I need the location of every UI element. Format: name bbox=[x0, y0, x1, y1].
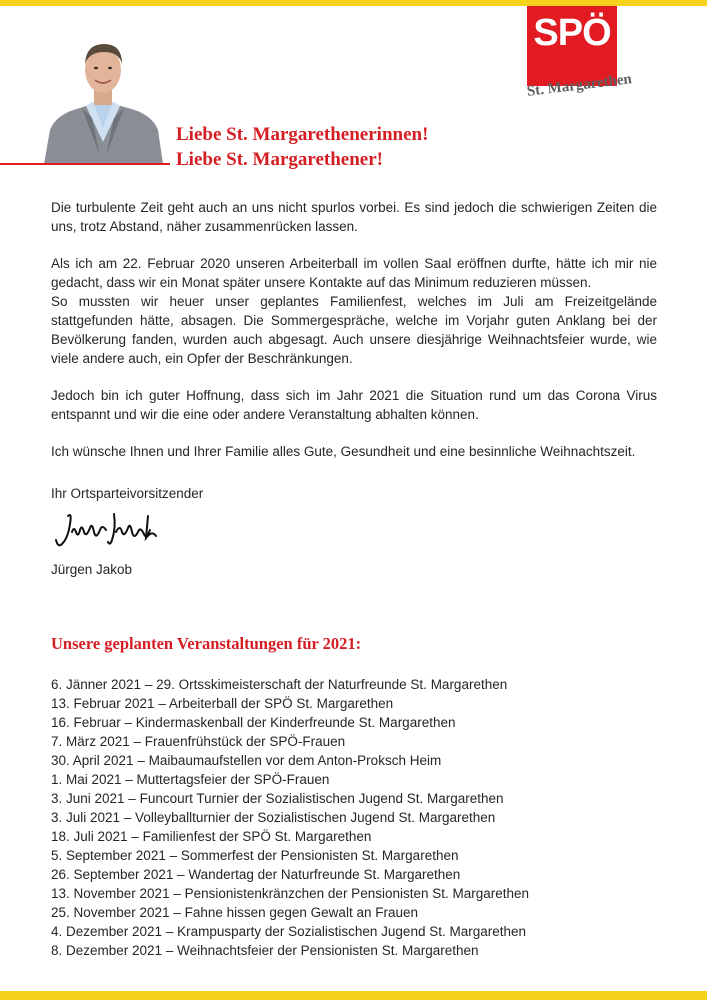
logo-yellow-stripe bbox=[527, 0, 617, 6]
letter-paragraph-2b: So mussten wir heuer unser geplantes Familienfest, welches im Juli am Freizeitgelände stattgefunden hätte, absagen. Die Sommergespräche, welche im Vorjahr guten Anklang bei der Bevölkerung fanden, wurden auch abgesagt. Auch unsere diesjährige Weihnachtsfeier wurde, wie viele andere auch, ein Opfer der Beschränkungen. bbox=[51, 294, 657, 366]
event-item: 13. Februar 2021 – Arbeiterball der SPÖ St. Margarethen bbox=[51, 696, 394, 711]
event-item: 30. April 2021 – Maibaumaufstellen vor dem Anton-Proksch Heim bbox=[51, 753, 442, 768]
greeting-line-1: Liebe St. Margarethenerinnen! bbox=[176, 124, 429, 145]
logo-title: SPÖ bbox=[533, 12, 611, 54]
letter-paragraph-1: Die turbulente Zeit geht auch an uns nicht spurlos vorbei. Es sind jedoch die schwierigen Zeiten die uns, trotz Abstand, näher zusammenrücken lassen. bbox=[51, 200, 657, 234]
header-red-line bbox=[0, 163, 170, 165]
event-item: 25. November 2021 – Fahne hissen gegen Gewalt an Frauen bbox=[51, 905, 418, 920]
letter-paragraph-2 bbox=[51, 254, 657, 368]
event-item: 3. Juni 2021 – Funcourt Turnier der Sozialistischen Jugend St. Margarethen bbox=[51, 791, 504, 806]
event-item: 8. Dezember 2021 – Weihnachtsfeier der Pensionisten St. Margarethen bbox=[51, 943, 479, 958]
letter-paragraph-3: Jedoch bin ich guter Hoffnung, dass sich im Jahr 2021 die Situation rund um das Corona Virus entspannt und wir die eine oder andere Veranstaltung abhalten können. bbox=[51, 388, 657, 422]
event-item: 18. Juli 2021 – Familienfest der SPÖ St. Margarethen bbox=[51, 829, 372, 844]
events-list bbox=[51, 675, 529, 960]
handwritten-signature bbox=[54, 510, 164, 555]
event-item: 16. Februar – Kindermaskenball der Kinderfreunde St. Margarethen bbox=[51, 715, 456, 730]
event-item: 13. November 2021 – Pensionistenkränzchen der Pensionisten St. Margarethen bbox=[51, 886, 530, 901]
greeting-heading bbox=[176, 122, 428, 172]
event-item: 7. März 2021 – Frauenfrühstück der SPÖ-Frauen bbox=[51, 734, 346, 749]
spo-logo bbox=[527, 0, 617, 86]
event-item: 4. Dezember 2021 – Krampusparty der Sozialistischen Jugend St. Margarethen bbox=[51, 924, 527, 939]
letter-closing: Ihr Ortsparteivorsitzender bbox=[51, 486, 204, 501]
logo-subtitle: St. Margarethen bbox=[526, 71, 633, 100]
bottom-accent-bar bbox=[0, 991, 707, 1000]
event-item: 26. September 2021 – Wandertag der Naturfreunde St. Margarethen bbox=[51, 867, 461, 882]
event-item: 5. September 2021 – Sommerfest der Pensionisten St. Margarethen bbox=[51, 848, 459, 863]
event-item: 6. Jänner 2021 – 29. Ortsskimeisterschaft der Naturfreunde St. Margarethen bbox=[51, 677, 508, 692]
event-item: 1. Mai 2021 – Muttertagsfeier der SPÖ-Frauen bbox=[51, 772, 330, 787]
letter-paragraph-4: Ich wünsche Ihnen und Ihrer Familie alles Gute, Gesundheit und eine besinnliche Weihnachtszeit. bbox=[51, 444, 636, 459]
signer-name: Jürgen Jakob bbox=[51, 562, 133, 577]
greeting-line-2: Liebe St. Margarethener! bbox=[176, 149, 384, 170]
letter-paragraph-2a: Als ich am 22. Februar 2020 unseren Arbeiterball im vollen Saal eröffnen durfte, hätte ich mir nie gedacht, dass wir ein Monat später unsere Kontakte auf das Minimum reduzieren müssen. bbox=[51, 256, 657, 290]
event-item: 3. Juli 2021 – Volleyballturnier der Sozialistischen Jugend St. Margarethen bbox=[51, 810, 496, 825]
portrait-photo bbox=[42, 38, 164, 164]
events-heading: Unsere geplanten Veranstaltungen für 2021: bbox=[51, 634, 362, 653]
letter-body bbox=[51, 198, 657, 479]
